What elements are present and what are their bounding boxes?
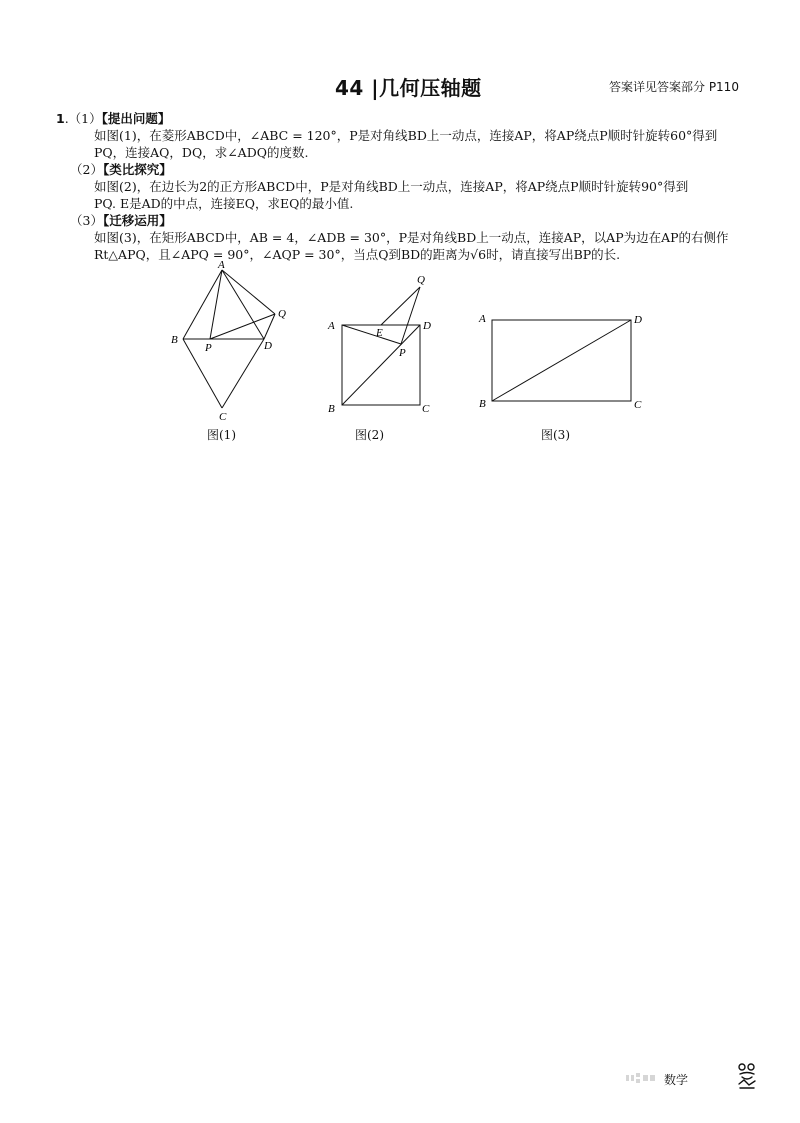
problem-1 (56, 110, 756, 263)
fig1-label-p: P (205, 342, 212, 354)
fig1-edge-ad (222, 270, 264, 339)
fig2-label-b: B (328, 403, 335, 415)
figure-3-caption: 图(3) (541, 428, 570, 442)
part-3-label: （3） (70, 213, 103, 228)
fig2-label-p: P (399, 347, 406, 359)
fig3-diagonal-bd (492, 320, 631, 401)
part-1-line-1: 如图(1)，在菱形ABCD中，∠ABC = 120°，P是对角线BD上一动点，连接AP，将AP绕点P顺时针旋转60°得到 (94, 128, 718, 143)
figure-2-caption: 图(2) (355, 428, 384, 442)
fig2-segment-ap (342, 325, 401, 344)
part-2-heading: 【类比探究】 (102, 162, 172, 177)
part-3-heading: 【迁移运用】 (102, 213, 172, 228)
fig1-label-c: C (219, 411, 227, 423)
part-2-line-1: 如图(2)，在边长为2的正方形ABCD中，P是对角线BD上一动点，连接AP，将AP绕点P顺时针旋转90°得到 (94, 179, 689, 194)
part-3-line-1: 如图(3)，在矩形ABCD中，AB = 4，∠ADB = 30°，P是对角线BD上一动点，连接AP，以AP为边在AP的右侧作 (94, 230, 729, 245)
fig2-label-d: D (423, 320, 431, 332)
fig3-label-c: C (634, 399, 642, 411)
fig3-label-b: B (479, 398, 486, 410)
figure-1-diagram (165, 260, 295, 430)
fig3-label-d: D (634, 314, 642, 326)
figures-row (0, 260, 800, 450)
figure-2-diagram (325, 260, 440, 430)
figure-1-caption: 图(1) (207, 428, 236, 442)
fig1-segment-aq (222, 270, 275, 314)
part-3-heading-line (56, 212, 756, 229)
fig1-label-q: Q (278, 308, 286, 320)
figure-3-diagram (475, 260, 655, 430)
part-2-heading-line (56, 161, 756, 178)
fig2-label-q: Q (417, 274, 425, 286)
fig1-edge-bc (183, 339, 222, 408)
footer-subject: 数学 (664, 1073, 689, 1087)
fig1-label-b: B (171, 334, 178, 346)
answer-reference: 答案详见答案部分 P110 (609, 80, 739, 94)
footer-decoration-icon (626, 1073, 656, 1083)
fig2-label-e: E (376, 327, 383, 339)
problem-number: 1 (56, 111, 65, 126)
part-3-line-2: Rt△APQ，且∠APQ = 90°，∠AQP = 30°，当点Q到BD的距离为√6时，请直接写出BP的长. (94, 247, 621, 262)
page-title: 44 |几何压轴题 (335, 76, 482, 100)
part-1-heading-line (56, 110, 756, 127)
part-1-line-2: PQ，连接AQ，DQ，求∠ADQ的度数. (94, 145, 309, 160)
footer-mascot-icon (736, 1062, 758, 1090)
fig1-label-a: A (218, 260, 225, 271)
part-1-label: .（1） (64, 111, 102, 126)
fig1-edge-dc (222, 339, 264, 408)
fig2-label-c: C (422, 403, 430, 415)
fig3-label-a: A (479, 313, 486, 325)
part-2-label: （2） (70, 162, 103, 177)
fig1-label-d: D (264, 340, 272, 352)
part-1-heading: 【提出问题】 (101, 111, 171, 126)
part-2-line-2: PQ. E是AD的中点，连接EQ，求EQ的最小值. (94, 196, 354, 211)
fig2-label-a: A (328, 320, 335, 332)
